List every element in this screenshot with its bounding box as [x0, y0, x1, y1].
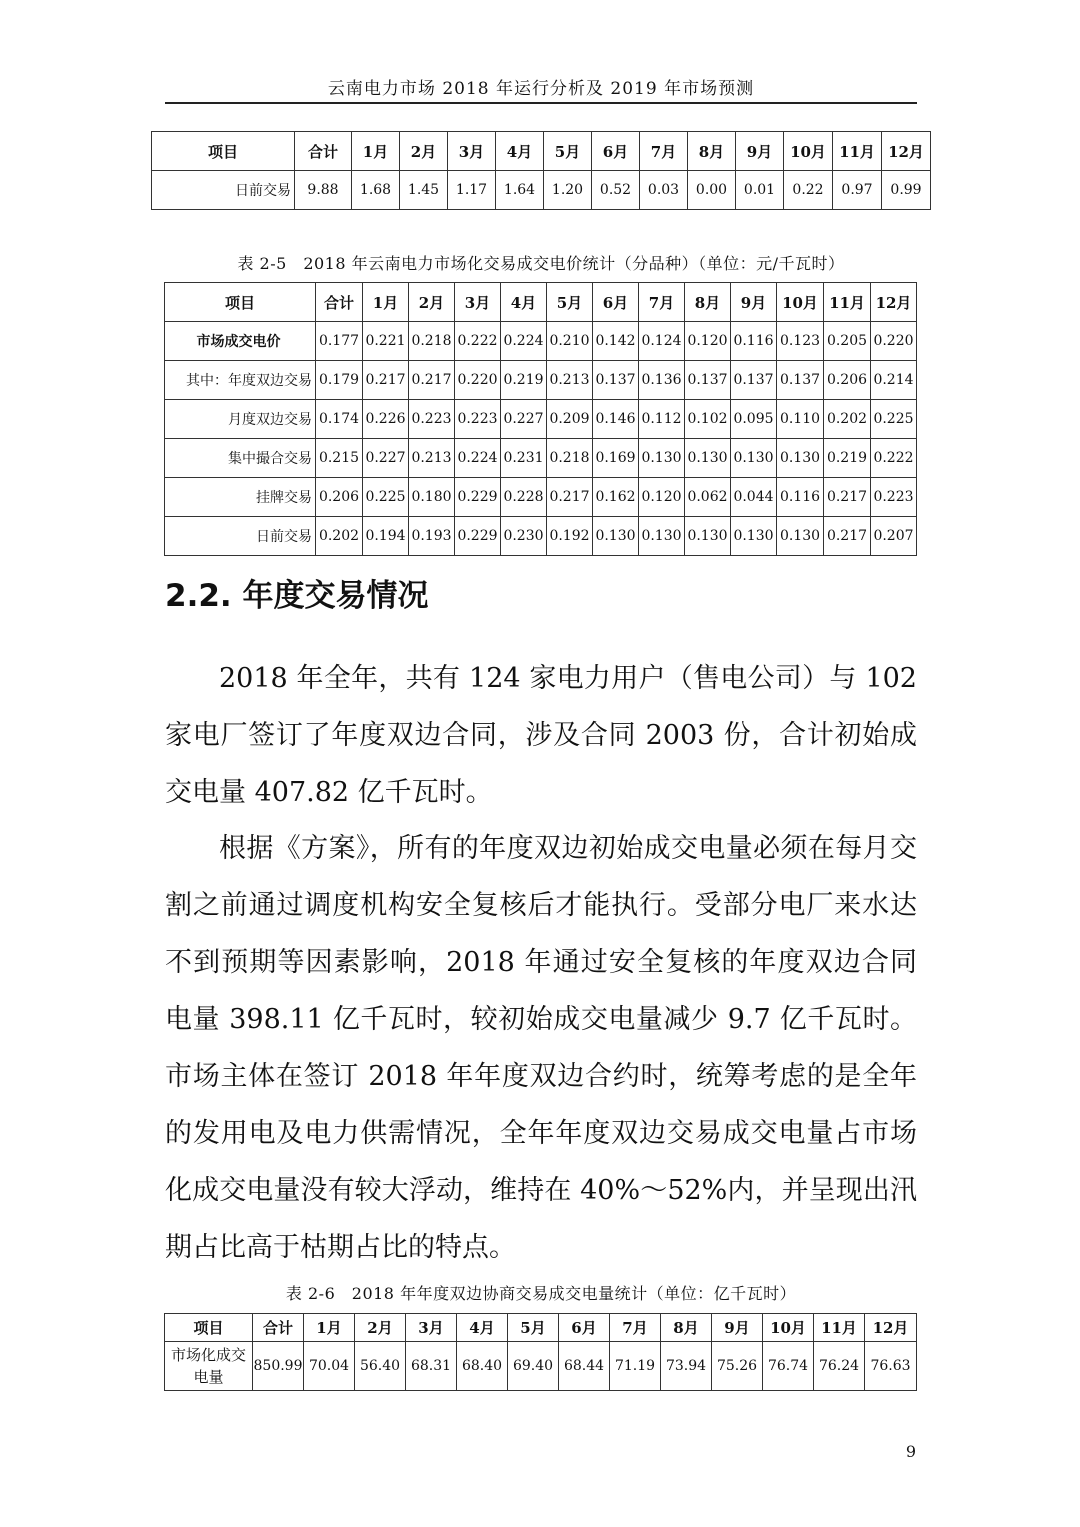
header-cell: 项目 — [165, 1314, 253, 1342]
table-row — [165, 517, 917, 556]
header-cell: 项目 — [165, 283, 316, 322]
table-cell: 0.225 — [363, 478, 409, 517]
table-cell: 1.45 — [400, 171, 448, 210]
table-cell: 0.217 — [824, 517, 871, 556]
table-cell: 0.223 — [409, 400, 455, 439]
table-cell: 0.222 — [455, 322, 501, 361]
header-cell: 4月 — [501, 283, 547, 322]
table-cell: 0.222 — [871, 439, 917, 478]
table-cell: 0.169 — [593, 439, 639, 478]
table-cell: 0.97 — [833, 171, 882, 210]
table-cell: 0.223 — [871, 478, 917, 517]
table-row — [165, 400, 917, 439]
table-cell: 9.88 — [295, 171, 352, 210]
table-cell: 1.17 — [448, 171, 496, 210]
table-row — [165, 322, 917, 361]
header-cell: 项目 — [152, 132, 295, 171]
header-rule — [165, 102, 917, 104]
header-cell: 4月 — [496, 132, 544, 171]
table-cell: 0.095 — [731, 400, 777, 439]
row-label: 月度双边交易 — [165, 400, 316, 439]
table-cell: 0.225 — [871, 400, 917, 439]
table-cell: 0.217 — [363, 361, 409, 400]
table-cell: 0.227 — [363, 439, 409, 478]
table-cell: 0.214 — [871, 361, 917, 400]
table-cell: 0.130 — [731, 517, 777, 556]
table-cell: 0.120 — [685, 322, 731, 361]
table-cell: 0.223 — [455, 400, 501, 439]
header-cell: 1月 — [304, 1314, 355, 1342]
header-cell: 11月 — [824, 283, 871, 322]
header-cell: 6月 — [559, 1314, 610, 1342]
table-cell: 0.179 — [316, 361, 363, 400]
table-cell: 0.01 — [736, 171, 784, 210]
table-cell: 0.218 — [409, 322, 455, 361]
header-cell: 1月 — [363, 283, 409, 322]
table-cell: 0.209 — [547, 400, 593, 439]
table-cell: 0.116 — [731, 322, 777, 361]
header-cell: 5月 — [508, 1314, 559, 1342]
table-cell: 1.20 — [544, 171, 592, 210]
row-label: 其中：年度双边交易 — [165, 361, 316, 400]
header-cell: 10月 — [777, 283, 824, 322]
table-cell: 68.40 — [457, 1342, 508, 1391]
table-cell: 0.206 — [824, 361, 871, 400]
table-cell: 68.44 — [559, 1342, 610, 1391]
table-cell: 0.00 — [688, 171, 736, 210]
table-row — [165, 1342, 917, 1391]
table-cell: 850.99 — [253, 1342, 304, 1391]
table-cell: 0.213 — [547, 361, 593, 400]
table-cell: 0.226 — [363, 400, 409, 439]
table-cell: 0.217 — [409, 361, 455, 400]
table-cell: 0.210 — [547, 322, 593, 361]
header-cell: 合计 — [295, 132, 352, 171]
table-cell: 0.206 — [316, 478, 363, 517]
table-cell: 0.162 — [593, 478, 639, 517]
header-cell: 合计 — [316, 283, 363, 322]
table-header-row — [165, 1314, 917, 1342]
table-cell: 0.120 — [639, 478, 685, 517]
header-cell: 3月 — [455, 283, 501, 322]
table-cell: 0.217 — [547, 478, 593, 517]
header-cell: 合计 — [253, 1314, 304, 1342]
row-label: 市场化成交电量 — [165, 1342, 253, 1391]
header-cell: 9月 — [736, 132, 784, 171]
header-cell: 12月 — [882, 132, 931, 171]
row-label: 市场成交电价 — [165, 322, 316, 361]
table-cell: 0.22 — [784, 171, 833, 210]
body-paragraph: 根据《方案》，所有的年度双边初始成交电量必须在每月交割之前通过调度机构安全复核后才能执行。受部分电厂来水达不到预期等因素影响，2018 年通过安全复核的年度双边合同电量 398.11 亿千瓦时，较初始成交电量减少 9.7 亿千瓦时。市场主体在签订 2018 年年度双边合约时，统筹考虑的是全年的发用电及电力供需情况，全年年度双边交易成交电量占市场化成交电量没有较大浮动，维持在 40%～52%内，并呈现出汛期占比高于枯期占比的特点。 — [165, 833, 917, 1263]
table-cell: 76.24 — [814, 1342, 865, 1391]
header-cell: 4月 — [457, 1314, 508, 1342]
table-cell: 0.174 — [316, 400, 363, 439]
table-cell: 0.102 — [685, 400, 731, 439]
table-cell: 0.130 — [731, 439, 777, 478]
header-cell: 6月 — [592, 132, 640, 171]
table-cell: 76.63 — [865, 1342, 917, 1391]
table-cell: 0.202 — [316, 517, 363, 556]
table-row — [165, 439, 917, 478]
table-cell: 0.221 — [363, 322, 409, 361]
table-caption-2-6: 表 2-6 2018 年年度双边协商交易成交电量统计（单位：亿千瓦时） — [285, 1284, 797, 1303]
header-cell: 9月 — [712, 1314, 763, 1342]
table-cell: 0.137 — [593, 361, 639, 400]
table-cell: 0.146 — [593, 400, 639, 439]
table-header-row — [165, 283, 917, 322]
table-daily-trading-volume — [151, 131, 931, 210]
table-cell: 76.74 — [763, 1342, 814, 1391]
body-paragraph: 2018 年全年，共有 124 家电力用户（售电公司）与 102 家电厂签订了年度双边合同，涉及合同 2003 份，合计初始成交电量 407.82 亿千瓦时。 — [165, 663, 917, 808]
running-header: 云南电力市场 2018 年运行分析及 2019 年市场预测 — [327, 79, 755, 99]
table-cell: 0.192 — [547, 517, 593, 556]
table-cell: 0.213 — [409, 439, 455, 478]
table-cell: 0.52 — [592, 171, 640, 210]
table-cell: 56.40 — [355, 1342, 406, 1391]
table-cell: 0.130 — [777, 439, 824, 478]
table-cell: 68.31 — [406, 1342, 457, 1391]
table-cell: 0.137 — [731, 361, 777, 400]
header-cell: 8月 — [688, 132, 736, 171]
table-cell: 1.68 — [352, 171, 400, 210]
row-label: 挂牌交易 — [165, 478, 316, 517]
header-cell: 2月 — [409, 283, 455, 322]
header-cell: 3月 — [406, 1314, 457, 1342]
table-2-6-annual-bilateral-volume — [164, 1313, 917, 1391]
table-cell: 0.130 — [777, 517, 824, 556]
table-cell: 0.124 — [639, 322, 685, 361]
table-cell: 0.224 — [501, 322, 547, 361]
table-cell: 71.19 — [610, 1342, 661, 1391]
table-cell: 69.40 — [508, 1342, 559, 1391]
table-cell: 0.229 — [455, 478, 501, 517]
table-cell: 1.64 — [496, 171, 544, 210]
table-caption-2-5: 表 2-5 2018 年云南电力市场化交易成交电价统计（分品种）（单位：元/千瓦时） — [237, 254, 845, 273]
table-cell: 0.99 — [882, 171, 931, 210]
table-row — [165, 478, 917, 517]
header-cell: 12月 — [871, 283, 917, 322]
row-label: 集中撮合交易 — [165, 439, 316, 478]
header-cell: 8月 — [661, 1314, 712, 1342]
table-cell: 0.062 — [685, 478, 731, 517]
table-cell: 0.130 — [685, 439, 731, 478]
header-cell: 11月 — [833, 132, 882, 171]
table-cell: 0.112 — [639, 400, 685, 439]
table-cell: 0.230 — [501, 517, 547, 556]
header-cell: 6月 — [593, 283, 639, 322]
header-cell: 11月 — [814, 1314, 865, 1342]
page-number: 9 — [905, 1442, 916, 1461]
table-cell: 0.110 — [777, 400, 824, 439]
header-cell: 1月 — [352, 132, 400, 171]
table-cell: 0.123 — [777, 322, 824, 361]
section-heading: 2.2. 年度交易情况 — [165, 578, 429, 614]
table-row — [165, 361, 917, 400]
header-cell: 2月 — [400, 132, 448, 171]
table-cell: 70.04 — [304, 1342, 355, 1391]
header-cell: 3月 — [448, 132, 496, 171]
table-cell: 0.177 — [316, 322, 363, 361]
header-cell: 7月 — [610, 1314, 661, 1342]
table-cell: 0.219 — [501, 361, 547, 400]
header-cell: 7月 — [640, 132, 688, 171]
table-cell: 0.217 — [824, 478, 871, 517]
table-cell: 0.215 — [316, 439, 363, 478]
table-cell: 0.180 — [409, 478, 455, 517]
table-cell: 0.130 — [639, 439, 685, 478]
row-label: 日前交易 — [152, 171, 295, 210]
table-cell: 0.229 — [455, 517, 501, 556]
table-cell: 0.130 — [593, 517, 639, 556]
table-header-row — [152, 132, 931, 171]
header-cell: 5月 — [547, 283, 593, 322]
table-cell: 0.220 — [455, 361, 501, 400]
table-cell: 0.142 — [593, 322, 639, 361]
table-cell: 0.137 — [777, 361, 824, 400]
table-cell: 0.136 — [639, 361, 685, 400]
table-cell: 0.218 — [547, 439, 593, 478]
table-cell: 0.219 — [824, 439, 871, 478]
table-cell: 0.194 — [363, 517, 409, 556]
table-cell: 0.228 — [501, 478, 547, 517]
table-row — [152, 171, 931, 210]
table-cell: 0.137 — [685, 361, 731, 400]
table-cell: 73.94 — [661, 1342, 712, 1391]
table-cell: 0.116 — [777, 478, 824, 517]
table-cell: 0.130 — [639, 517, 685, 556]
table-cell: 0.205 — [824, 322, 871, 361]
table-2-5-price-statistics — [164, 282, 917, 556]
header-cell: 9月 — [731, 283, 777, 322]
header-cell: 2月 — [355, 1314, 406, 1342]
table-cell: 0.193 — [409, 517, 455, 556]
header-cell: 12月 — [865, 1314, 917, 1342]
table-cell: 75.26 — [712, 1342, 763, 1391]
table-cell: 0.231 — [501, 439, 547, 478]
header-cell: 7月 — [639, 283, 685, 322]
header-cell: 10月 — [784, 132, 833, 171]
header-cell: 10月 — [763, 1314, 814, 1342]
table-cell: 0.03 — [640, 171, 688, 210]
row-label: 日前交易 — [165, 517, 316, 556]
table-cell: 0.202 — [824, 400, 871, 439]
table-cell: 0.130 — [685, 517, 731, 556]
table-cell: 0.044 — [731, 478, 777, 517]
table-cell: 0.207 — [871, 517, 917, 556]
header-cell: 5月 — [544, 132, 592, 171]
table-cell: 0.224 — [455, 439, 501, 478]
table-cell: 0.227 — [501, 400, 547, 439]
table-cell: 0.220 — [871, 322, 917, 361]
header-cell: 8月 — [685, 283, 731, 322]
